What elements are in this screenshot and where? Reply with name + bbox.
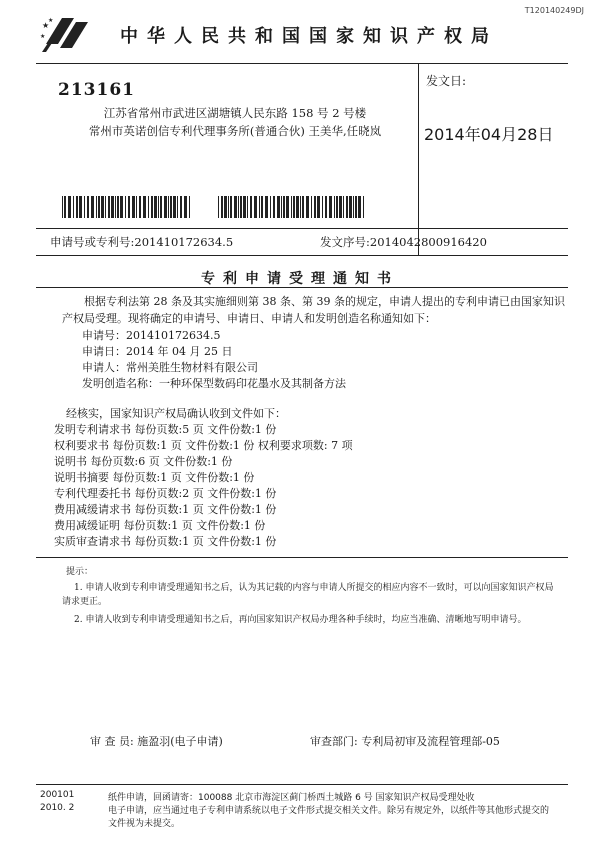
barcode-bar xyxy=(151,196,153,218)
barcode-bar xyxy=(96,196,97,218)
barcode-bar xyxy=(117,196,119,218)
barcode-bar xyxy=(108,196,110,218)
barcode-bar xyxy=(91,196,94,218)
barcode-bar xyxy=(105,196,106,218)
document-item: 专利代理委托书 每份页数:2 页 文件份数:1 份 xyxy=(54,487,277,500)
barcode-bar xyxy=(68,196,71,218)
barcode-bar xyxy=(286,196,289,218)
barcode-bar xyxy=(98,196,100,218)
barcode-right xyxy=(218,196,366,218)
footer-code-1: 200101 xyxy=(40,790,75,800)
hint-title: 提示： xyxy=(66,567,94,577)
document-item: 权利要求书 每份页数:1 页 文件份数:1 份 权利要求项数: 7 项 xyxy=(54,439,353,452)
barcode-bar xyxy=(329,196,332,218)
barcode-bar xyxy=(300,196,301,218)
barcode-rule xyxy=(36,228,568,229)
barcode-bar xyxy=(160,196,162,218)
application-number-label: 申请号或专利号: xyxy=(50,235,135,249)
barcode-bar xyxy=(224,196,227,218)
barcode-bar xyxy=(358,196,361,218)
barcode-bar xyxy=(240,196,242,218)
barcode-bar xyxy=(346,196,348,218)
barcode-bar xyxy=(101,196,104,218)
barcode-bar xyxy=(154,196,157,218)
header-rule xyxy=(36,63,568,64)
barcode-bar xyxy=(353,196,354,218)
barcode-bar xyxy=(76,196,78,218)
department-label: 审查部门: xyxy=(310,735,358,748)
barcode-bar xyxy=(265,196,268,218)
barcode-bar xyxy=(355,196,357,218)
department-row xyxy=(310,733,500,749)
address-line-2: 常州市英诺创信专利代理事务所(普通合伙) 王美华,任晓岚 xyxy=(88,124,382,138)
hint-item-2: 2. 申请人收到专利申请受理通知书之后，再向国家知识产权局办理各种手续时，均应当准确、清晰地写明申请号。 xyxy=(74,615,527,625)
barcode-left xyxy=(62,196,191,218)
barcode-bar xyxy=(311,196,312,218)
barcode-bar xyxy=(250,196,252,218)
barcode-bar xyxy=(139,196,141,218)
barcode-bar xyxy=(158,196,159,218)
field-value: 2014 年 04 月 25 日 xyxy=(126,345,233,358)
office-title: 中华人民共和国国家知识产权局 xyxy=(120,26,498,47)
field-value: 一种环保型数码印花墨水及其制备方法 xyxy=(159,377,346,390)
barcode-bar xyxy=(170,196,172,218)
barcode-bar xyxy=(125,196,126,218)
barcode-bar xyxy=(317,196,320,218)
footer-code-2: 2010. 2 xyxy=(40,803,75,813)
examiner-label: 审 查 员: xyxy=(90,735,134,748)
address-line-1: 江苏省常州市武进区湖塘镇人民东路 158 号 2 号楼 xyxy=(103,106,367,120)
barcode-bar xyxy=(73,196,74,218)
barcode-bar xyxy=(143,196,146,218)
barcode-bar xyxy=(261,196,263,218)
field-application-number xyxy=(82,327,220,343)
barcode-bar xyxy=(259,196,260,218)
cnipa-logo-icon xyxy=(40,14,96,56)
department-name: 专利局初审及流程管理部-05 xyxy=(361,735,500,748)
document-item: 说明书 每份页数:6 页 文件份数:1 份 xyxy=(54,455,233,468)
postcode: 213161 xyxy=(58,80,135,100)
svg-text:★: ★ xyxy=(40,33,46,40)
send-date-label: 发文日: xyxy=(426,74,467,88)
serial-number-row xyxy=(320,234,487,250)
barcode-bar xyxy=(243,196,246,218)
barcode-bar xyxy=(254,196,257,218)
barcode-bar xyxy=(84,196,85,218)
examiner-row xyxy=(90,733,223,749)
footer-line-3: 文件视为未提交。 xyxy=(108,819,181,829)
barcode-bar xyxy=(343,196,344,218)
barcode-bar xyxy=(336,196,338,218)
barcode-bar xyxy=(349,196,352,218)
barcode-bar xyxy=(302,196,304,218)
application-number: 201410172634.5 xyxy=(134,235,234,249)
document-item: 费用减缓请求书 每份页数:1 页 文件份数:1 份 xyxy=(54,503,277,516)
title-bottom-rule xyxy=(36,287,568,288)
barcode-bar xyxy=(296,196,299,218)
barcode-bar xyxy=(221,196,223,218)
barcode-bar xyxy=(363,196,364,218)
barcode-bar xyxy=(218,196,219,218)
barcode-bar xyxy=(293,196,295,218)
serial-number-label: 发文序号: xyxy=(320,235,370,249)
barcode-bar xyxy=(322,196,323,218)
document-item: 说明书摘要 每份页数:1 页 文件份数:1 份 xyxy=(54,471,255,484)
barcode-bar xyxy=(173,196,176,218)
footer-rule xyxy=(36,784,568,785)
serial-number: 2014042800916420 xyxy=(369,235,487,249)
document-item: 发明专利请求书 每份页数:5 页 文件份数:1 份 xyxy=(54,423,277,436)
examiner-name: 施盈羽(电子申请) xyxy=(137,735,223,748)
barcode-bar xyxy=(306,196,309,218)
barcode-bar xyxy=(180,196,182,218)
barcode-bar xyxy=(334,196,335,218)
hint-item-1-cont: 请求更正。 xyxy=(62,597,108,607)
barcode-bar xyxy=(168,196,169,218)
barcode-bar xyxy=(230,196,232,218)
barcode-bar xyxy=(120,196,123,218)
barcode-bar xyxy=(79,196,82,218)
send-date: 2014年04月28日 xyxy=(424,125,554,144)
barcode-bar xyxy=(247,196,248,218)
barcode-bar xyxy=(164,196,167,218)
barcode-bar xyxy=(238,196,239,218)
barcode-bar xyxy=(283,196,285,218)
barcode-bar xyxy=(62,196,63,218)
barcode-bar xyxy=(273,196,275,218)
footer-line-2: 电子申请，应当通过电子专利申请系统以电子文件形式提交相关文件。除另有规定外，以纸件等其他形式提交的 xyxy=(108,806,550,816)
field-value: 201410172634.5 xyxy=(126,329,221,342)
hint-rule xyxy=(36,557,568,558)
barcode-bar xyxy=(314,196,316,218)
barcode-bar xyxy=(291,196,292,218)
field-label: 申请日： xyxy=(82,345,126,358)
barcode-bar xyxy=(228,196,229,218)
barcode-bar xyxy=(234,196,237,218)
barcode-bar xyxy=(132,196,135,218)
title-top-rule xyxy=(36,255,568,256)
document-item: 实质审查请求书 每份页数:1 页 文件份数:1 份 xyxy=(54,535,277,548)
field-application-date xyxy=(82,343,232,359)
document-item: 费用减缓证明 每份页数:1 页 文件份数:1 份 xyxy=(54,519,266,532)
field-invention-title xyxy=(82,375,346,391)
notice-title: 专利申请受理通知书 xyxy=(201,271,399,287)
barcode-bar xyxy=(115,196,116,218)
barcode-bar xyxy=(325,196,327,218)
field-label: 发明创造名称： xyxy=(82,377,159,390)
barcode-bar xyxy=(177,196,178,218)
barcode-bar xyxy=(339,196,342,218)
documents-intro: 经核实，国家知识产权局确认收到文件如下： xyxy=(66,407,286,420)
barcode-bar xyxy=(270,196,271,218)
field-applicant xyxy=(82,359,258,375)
barcode-bar xyxy=(148,196,149,218)
barcode-bar xyxy=(111,196,114,218)
intro-paragraph: 根据专利法第 28 条及其实施细则第 38 条、第 39 条的规定，申请人提出的专利申请已由国家知识产权局受理。现将确定的申请号、申请日、申请人和发明创造名称通知如下： xyxy=(62,295,565,325)
barcode-bar xyxy=(184,196,187,218)
barcode-bar xyxy=(64,196,66,218)
barcode-bar xyxy=(136,196,137,218)
hint-item-1: 1. 申请人收到专利申请受理通知书之后，认为其记载的内容与申请人所提交的相应内容不一致时，可以向国家知识产权局 xyxy=(74,583,554,593)
field-label: 申请号： xyxy=(82,329,126,342)
barcode-bar xyxy=(87,196,89,218)
footer-line-1: 纸件申请，回函请寄：100088 北京市海淀区蓟门桥西土城路 6 号 国家知识产权局受理处收 xyxy=(108,793,475,803)
barcode-bar xyxy=(128,196,130,218)
barcode-bar xyxy=(189,196,190,218)
document-code: T120140249DJ xyxy=(524,6,584,15)
barcode-bar xyxy=(281,196,282,218)
field-label: 申请人： xyxy=(82,361,126,374)
application-number-row xyxy=(50,234,233,250)
barcode-bar xyxy=(277,196,280,218)
svg-text:★: ★ xyxy=(48,17,54,24)
field-value: 常州美胜生物材料有限公司 xyxy=(126,361,258,374)
svg-text:★: ★ xyxy=(42,21,50,30)
